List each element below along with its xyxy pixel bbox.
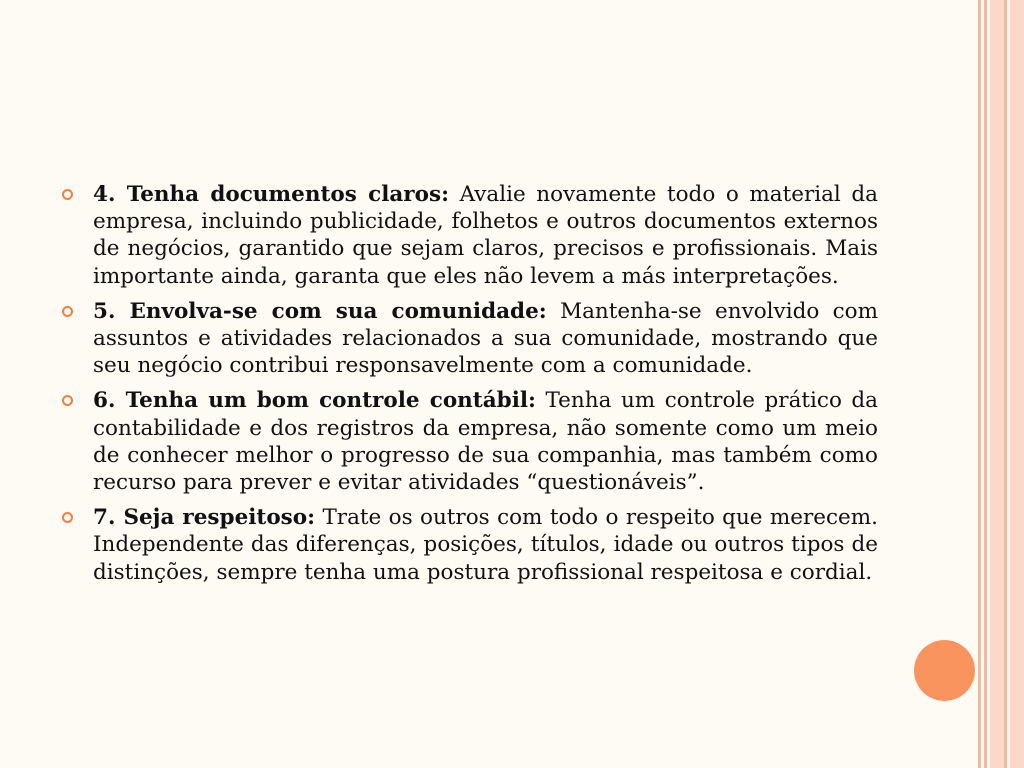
slide-content: [62, 181, 878, 594]
bullet-lead: 7. Seja respeitoso:: [93, 505, 316, 531]
circle-bullet-icon: [62, 395, 73, 406]
decorative-stripe: [984, 0, 987, 768]
decorative-stripe: [990, 0, 1004, 768]
decorative-stripe: [1010, 0, 1024, 768]
list-item: [62, 387, 878, 496]
list-item: [62, 504, 878, 586]
bullet-text: Tenha um controle prático da contabilidade e dos registros da empresa, não somente como um meio de conhecer melhor o progresso de sua companhia, mas também como recurso para prever e evitar atividades “questionáveis”.: [93, 388, 878, 496]
bullet-lead: 4. Tenha documentos claros:: [93, 182, 450, 207]
decorative-stripe: [1004, 0, 1007, 768]
bullet-text: Mantenha-se envolvido com assuntos e atividades relacionados a sua comunidade, mostrando que seu negócio contribui responsavelmente com a comunidade.: [93, 298, 879, 379]
bullet-lead: 6. Tenha um bom controle contábil:: [93, 388, 536, 414]
list-item: [62, 181, 878, 290]
circle-bullet-icon: [62, 512, 73, 523]
decorative-circle-icon: [914, 640, 975, 701]
bullet-text: Avalie novamente todo o material da empresa, incluindo publicidade, folhetos e outros documentos externos de negócios, garantido que sejam claros, precisos e profissionais. Mais importante ainda, garanta que eles não levem a más interpretações.: [93, 182, 878, 289]
circle-bullet-icon: [62, 306, 73, 317]
bullet-list: [62, 181, 878, 586]
list-item: [62, 298, 878, 380]
bullet-lead: 5. Envolva-se com sua comunidade:: [93, 298, 547, 324]
bullet-text: Trate os outros com todo o respeito que merecem. Independente das diferenças, posições, títulos, idade ou outros tipos de distinções, sempre tenha uma postura profissional respeitosa e cordial.: [93, 505, 878, 585]
decorative-stripe: [978, 0, 981, 768]
circle-bullet-icon: [62, 189, 73, 200]
